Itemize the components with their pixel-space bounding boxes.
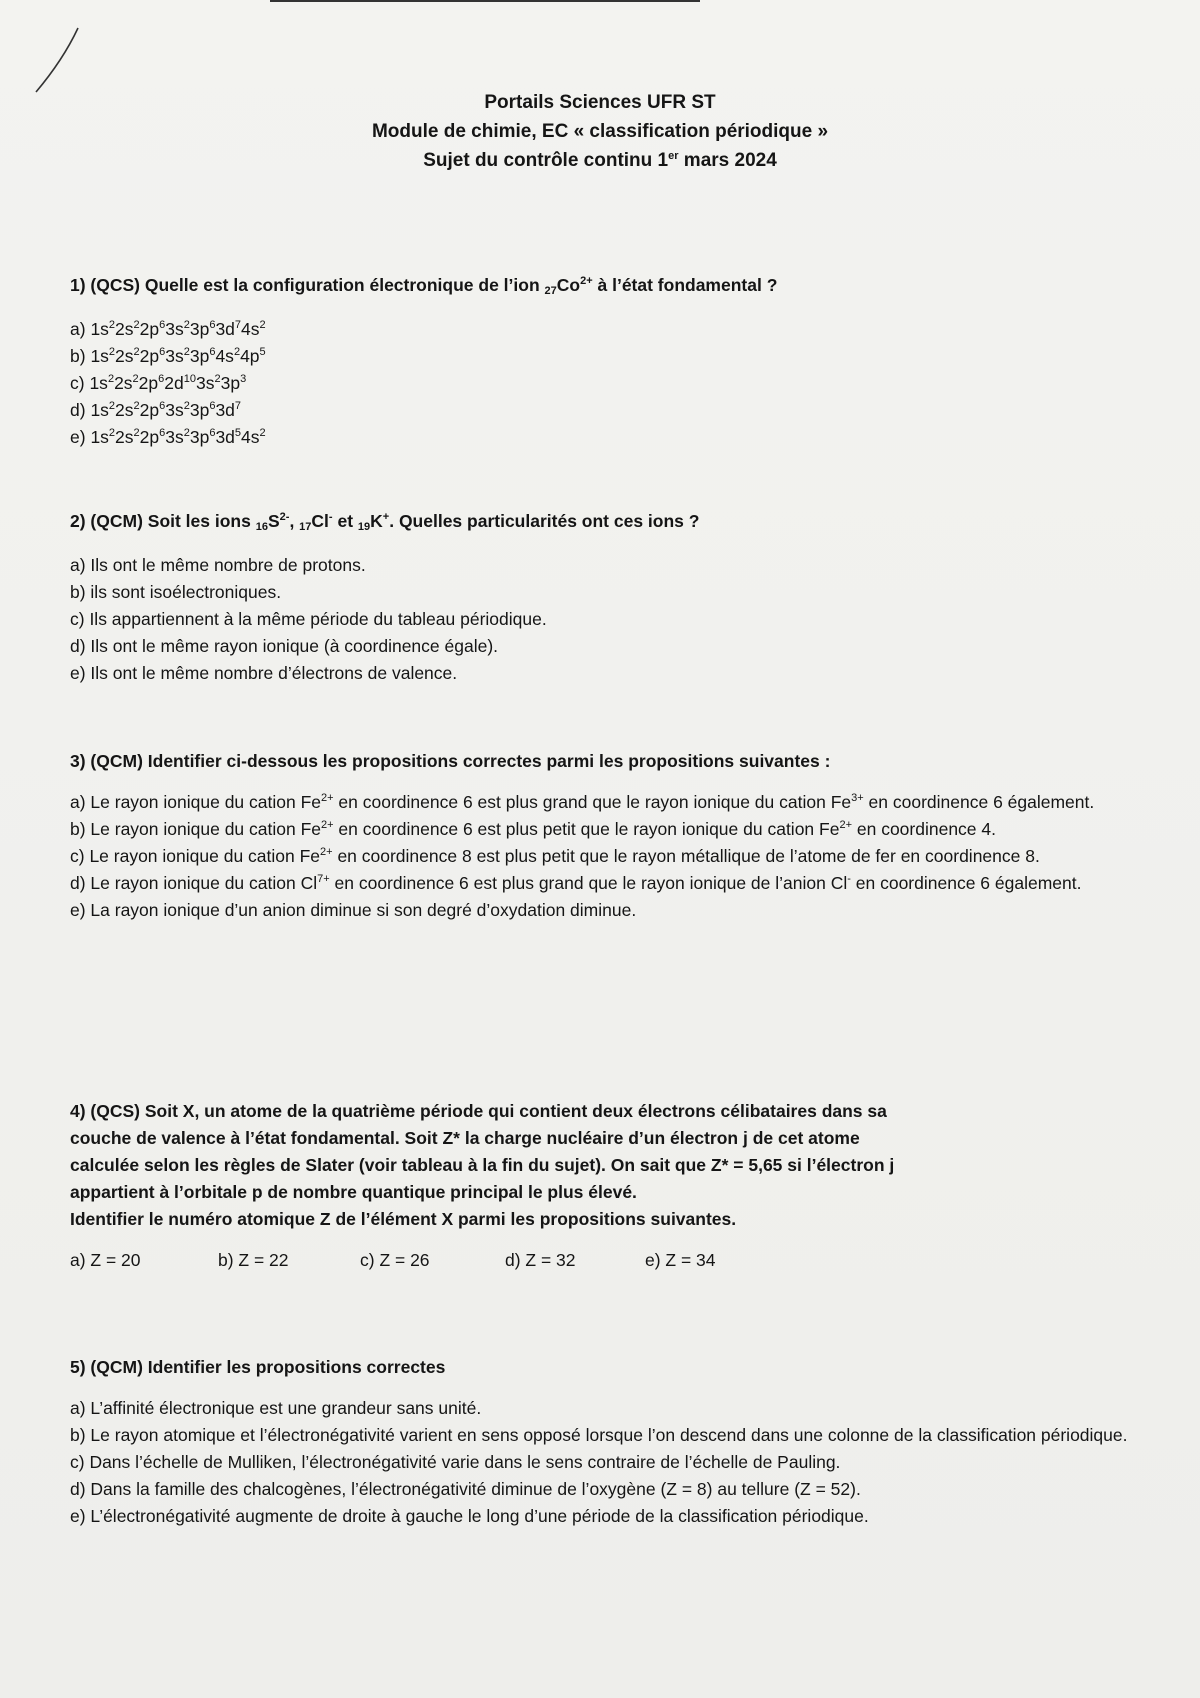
- q2-option-c: c) Ils appartiennent à la même période du tableau périodique.: [70, 609, 547, 629]
- question-5: [70, 1354, 1140, 1530]
- q5-option-d: d) Dans la famille des chalcogènes, l’électronégativité diminue de l’oxygène (Z = 8) au tellure (Z = 52).: [70, 1479, 861, 1499]
- q2-option-b: b) ils sont isoélectroniques.: [70, 582, 282, 602]
- q4-option-d: d) Z = 32: [505, 1250, 576, 1270]
- q1-option-e: e) $1s^22s^22p^63s^23p^63d^54s^2$: [70, 427, 266, 447]
- q1-option-d: d) $1s^22s^22p^63s^23p^63d^7$: [70, 400, 242, 420]
- q3-option-a: a) Le rayon ionique du cation $Fe^{2+}$ en coordinence 6 est plus grand que le rayon ionique du cation $Fe^{3+}$ en coordinence 6 également.: [70, 792, 1095, 812]
- header-line-3: Sujet du contrôle continu 1er mars 2024: [423, 150, 777, 171]
- top-rule: [270, 0, 700, 2]
- q5-option-a: a) L’affinité électronique est une grandeur sans unité.: [70, 1398, 482, 1418]
- q4-option-c: c) Z = 26: [360, 1250, 430, 1270]
- q5-option-c: c) Dans l’échelle de Mulliken, l’électronégativité varie dans le sens contraire de l’échelle de Pauling.: [70, 1452, 841, 1472]
- question-1-options: [70, 316, 1140, 451]
- q5-option-b: b) Le rayon atomique et l’électronégativité varient en sens opposé lorsque l’on descend dans une colonne de la classification périodique.: [70, 1425, 1128, 1445]
- q5-option-e: e) L’électronégativité augmente de droite à gauche le long d’une période de la classification périodique.: [70, 1506, 869, 1526]
- question-3-title: 3) (QCM) Identifier ci-dessous les propositions correctes parmi les propositions suivantes :: [70, 751, 831, 771]
- question-4: [70, 1098, 1140, 1274]
- question-3: [70, 748, 1140, 924]
- q1-option-a: a) $1s^22s^22p^63s^23p^63d^74s^2$: [70, 319, 266, 339]
- question-4-options: [70, 1247, 1140, 1274]
- q3-option-c: c) Le rayon ionique du cation $Fe^{2+}$ en coordinence 8 est plus petit que le rayon métallique de l’atome de fer en coordinence 8.: [70, 846, 1040, 866]
- q3-option-b: b) Le rayon ionique du cation $Fe^{2+}$ en coordinence 6 est plus petit que le rayon ionique du cation $Fe^{2+}$ en coordinence 4.: [70, 819, 996, 839]
- q4-option-e: e) Z = 34: [645, 1250, 716, 1270]
- q3-option-d: d) Le rayon ionique du cation $Cl^{7+}$ en coordinence 6 est plus grand que le rayon ionique de l’anion Cl- en coordinence 6 également.: [70, 873, 1082, 893]
- q1-option-b: b) $1s^22s^22p^63s^23p^64s^24p^5$: [70, 346, 266, 366]
- question-1: [70, 272, 1140, 451]
- q2-option-a: a) Ils ont le même nombre de protons.: [70, 555, 366, 575]
- q4-option-b: b) Z = 22: [218, 1250, 289, 1270]
- q2-option-e: e) Ils ont le même nombre d’électrons de valence.: [70, 663, 458, 683]
- question-1-title: 1) (QCS) Quelle est la configuration électronique de l’ion $_{27}Co^{2+}$ à l’état fondamental ?: [70, 275, 778, 297]
- q3-option-e: e) La rayon ionique d’un anion diminue si son degré d’oxydation diminue.: [70, 900, 637, 920]
- q1-option-c: c) $1s^22s^22p^62d^{10}3s^23p^3$: [70, 373, 247, 393]
- question-4-text: 4) (QCS) Soit X, un atome de la quatrième période qui contient deux électrons célibataires dans sa couche de valence à l’état fondamental. Soit Z* la charge nucléaire d’un électron j de cet atome calculée selon les règles de Slater (voir tableau à la fin du sujet). On sait que Z* = 5,65 si l’électron j appartient à l’orbitale p de nombre quantique principal le plus élevé. Identifier le numéro atomique Z de l’élément X parmi les propositions suivantes.: [70, 1101, 895, 1229]
- q4-option-a: a) Z = 20: [70, 1250, 141, 1270]
- header-line-2: Module de chimie, EC « classification périodique »: [371, 121, 829, 142]
- q2-option-d: d) Ils ont le même rayon ionique (à coordinence égale).: [70, 636, 499, 656]
- question-2: [70, 508, 1140, 687]
- question-2-title: 2) (QCM) Soit les ions $_{16}S^{2-}$, $_{17}$Cl- et $_{19}$K+. Quelles particularités ont ces ions ?: [70, 511, 700, 533]
- question-5-title: 5) (QCM) Identifier les propositions correctes: [70, 1357, 446, 1377]
- header-line-1: Portails Sciences UFR ST: [484, 92, 716, 113]
- exam-header: [0, 88, 1200, 175]
